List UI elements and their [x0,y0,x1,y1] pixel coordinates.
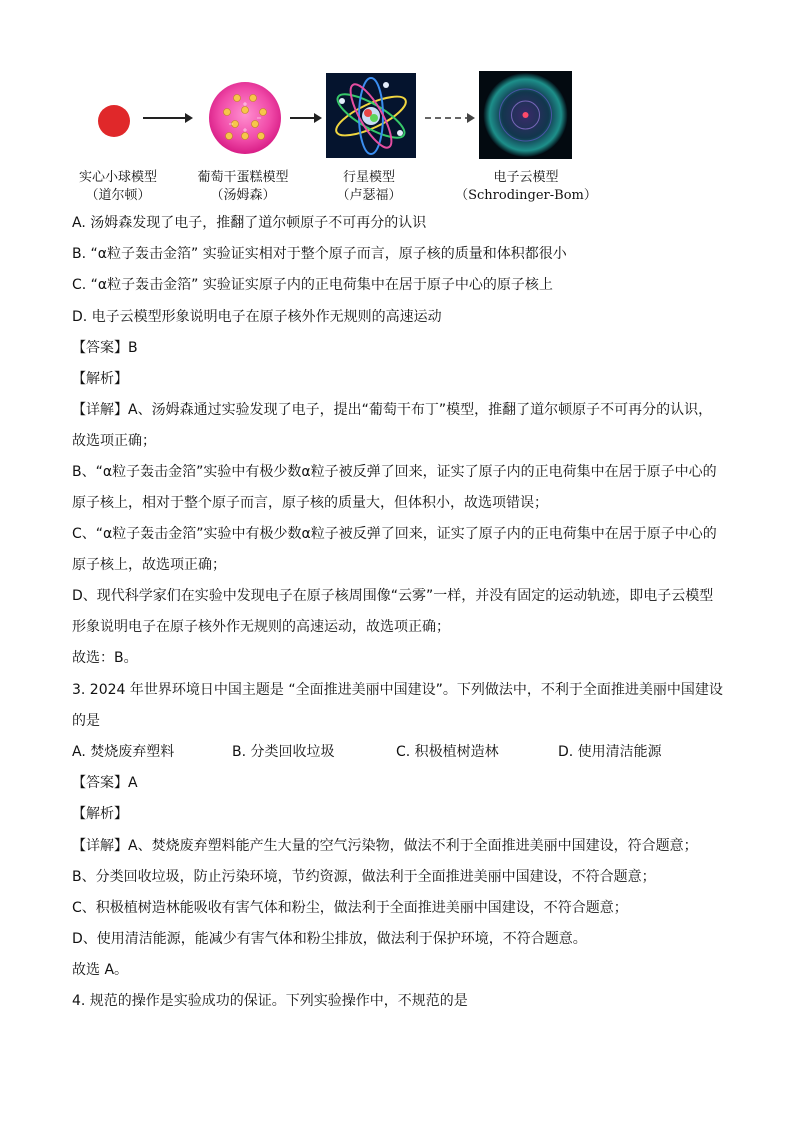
caption-solid-ball-sub: （道尔顿） [85,188,151,203]
arrow-3-dashed [425,117,473,119]
q2-detail-line-4: 原子核上，相对于整个原子而言，原子核的质量大，但体积小，故选项错误； [72,495,548,511]
q3-option-c: C. 积极植树造林 [396,744,499,760]
q3-option-b: B. 分类回收垃圾 [232,744,335,760]
q2-option-c: C. “α粒子轰击金箔” 实验证实原子内的正电荷集中在居于原子中心的原子核上 [72,277,553,293]
caption-electron-cloud-sub: （Schrodinger-Bom） [455,188,597,203]
q3-option-a: A. 焚烧废弃塑料 [72,744,175,760]
solid-ball-model-image [96,103,132,139]
q3-detail-line-4: D、使用清洁能源，能减少有害气体和粉尘排放，做法利于保护环境，不符合题意。 [72,931,587,947]
q3-detail-line-3: C、积极植树造林能吸收有害气体和粉尘，做法利于全面推进美丽中国建设，不符合题意； [72,900,628,916]
q3-detail-line-1: 【详解】A、焚烧废弃塑料能产生大量的空气污染物，做法不利于全面推进美丽中国建设，符合题意； [72,838,698,854]
q3-detail-line-5: 故选 A。 [72,962,129,978]
q3-detail-line-2: B、分类回收垃圾，防止污染环境，节约资源，做法利于全面推进美丽中国建设，不符合题意； [72,869,656,885]
q3-stem-line-2: 的是 [72,713,100,729]
caption-electron-cloud [451,169,601,205]
caption-plum-pudding-name: 葡萄干蛋糕模型 [197,170,289,185]
q2-answer: 【答案】B [72,340,138,356]
q2-option-a: A. 汤姆森发现了电子，推翻了道尔顿原子不可再分的认识 [72,215,427,231]
q4-stem: 4. 规范的操作是实验成功的保证。下列实验操作中，不规范的是 [72,993,468,1009]
caption-planetary-sub: （卢瑟福） [336,188,402,203]
q3-option-d: D. 使用清洁能源 [558,744,662,760]
caption-planetary-name: 行星模型 [342,170,395,185]
plum-pudding-model-image [207,80,283,156]
q2-detail-line-9: 故选：B。 [72,650,138,666]
arrow-1 [143,117,191,119]
q2-option-d: D. 电子云模型形象说明电子在原子核外作无规则的高速运动 [72,309,442,325]
q2-detail-line-5: C、“α粒子轰击金箔”实验中有极少数α粒子被反弹了回来，证实了原子内的正电荷集中在居于原子中心的 [72,526,717,542]
caption-planetary [294,169,444,205]
caption-solid-ball-name: 实心小球模型 [78,170,157,185]
q2-analysis-label: 【解析】 [72,371,128,387]
q3-analysis-label: 【解析】 [72,806,128,822]
q3-stem-line-1: 3. 2024 年世界环境日中国主题是 “全面推进美丽中国建设”。下列做法中，不利于全面推进美丽中国建设 [72,682,723,698]
q2-detail-line-3: B、“α粒子轰击金箔”实验中有极少数α粒子被反弹了回来，证实了原子内的正电荷集中在居于原子中心的 [72,464,717,480]
planetary-model-image [326,73,416,158]
q2-detail-line-8: 形象说明电子在原子核外作无规则的高速运动，故选项正确； [72,619,450,635]
caption-electron-cloud-name: 电子云模型 [493,170,559,185]
q2-detail-line-6: 原子核上，故选项正确； [72,557,226,573]
q2-detail-line-2: 故选项正确； [72,433,156,449]
q2-detail-line-1: 【详解】A、汤姆森通过实验发现了电子，提出“葡萄干布丁”模型，推翻了道尔顿原子不可再分的认识， [72,402,713,418]
electron-cloud-model-image [479,71,572,159]
caption-plum-pudding-sub: （汤姆森） [210,188,276,203]
arrow-2 [290,117,320,119]
q3-answer: 【答案】A [72,775,138,791]
q2-option-b: B. “α粒子轰击金箔” 实验证实相对于整个原子而言，原子核的质量和体积都很小 [72,246,567,262]
q2-detail-line-7: D、现代科学家们在实验中发现电子在原子核周围像“云雾”一样，并没有固定的运动轨迹，即电子云模型 [72,588,714,604]
